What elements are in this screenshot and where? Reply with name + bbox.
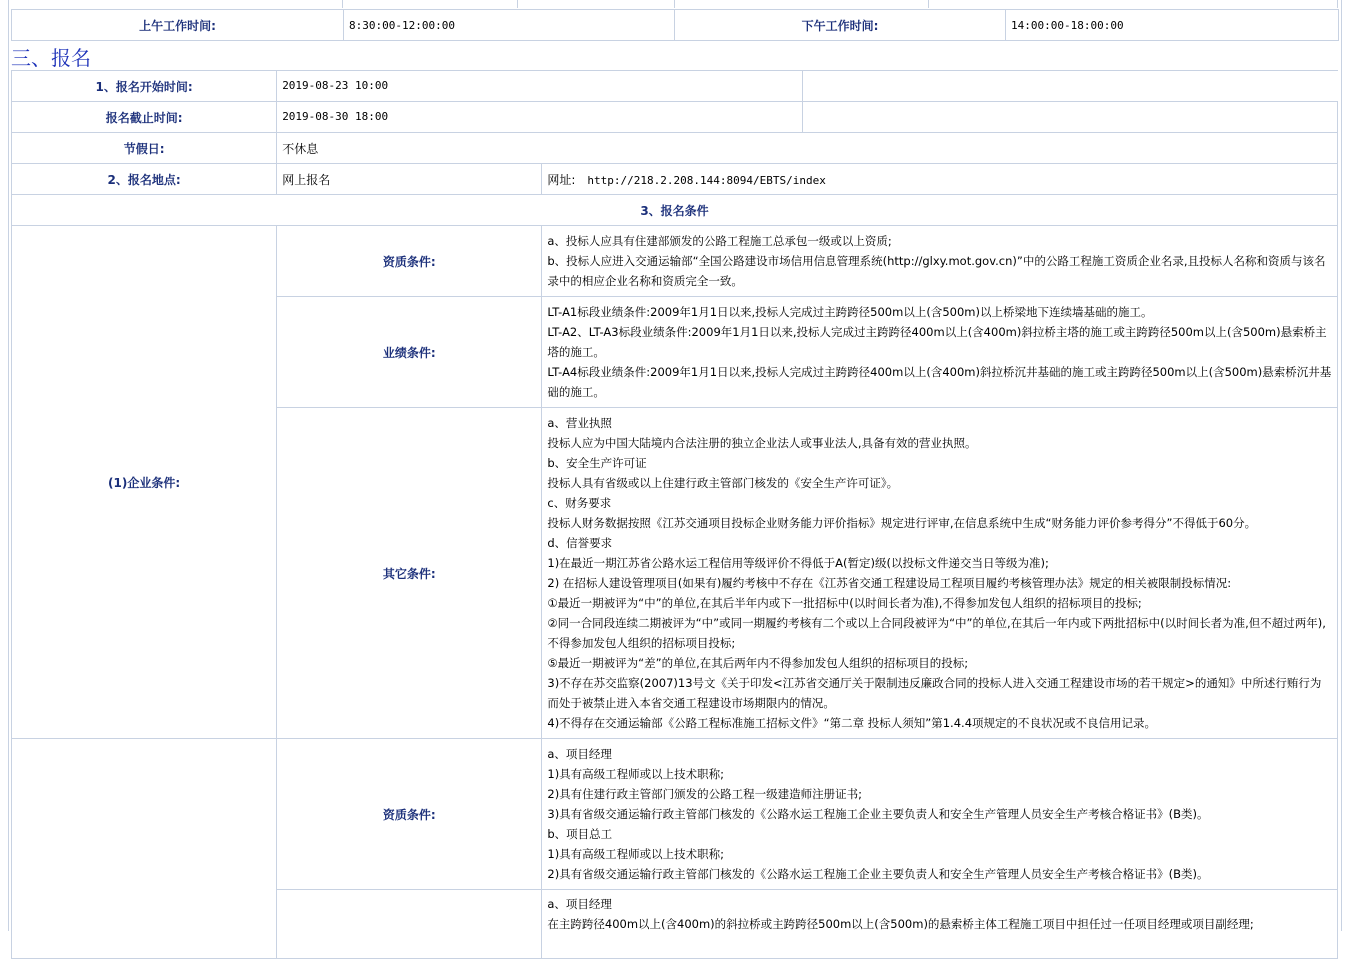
- content-line: 1)在最近一期江苏省公路水运工程信用等级评价不得低于A(暂定)级(以投标文件递交当日等级为准);: [547, 556, 1049, 570]
- content-line: b、安全生产许可证: [547, 456, 647, 470]
- content-line: a、营业执照: [547, 416, 612, 430]
- registration-end-row: [12, 102, 1338, 133]
- enterprise-other-content: [542, 408, 1338, 739]
- content-line: a、投标人应具有住建部颁发的公路工程施工总承包一级或以上资质;: [547, 234, 892, 248]
- enterprise-conditions-label: (1)企业条件:: [12, 226, 277, 739]
- content-line: ②同一合同段连续二期被评为“中”或同一期履约考核有二个或以上合同段被评为“中”的单位,在其后一年内或下两批招标中(以时间长者为准,但不超过两年),不得参加发包人组织的招标项目投标;: [547, 616, 1326, 650]
- section-title: 三、报名: [11, 46, 91, 70]
- content-line: 2) 在招标人建设管理项目(如果有)履约考核中不存在《江苏省交通工程建设局工程项目履约考核管理办法》规定的相关被限制投标情况:: [547, 576, 1232, 590]
- personnel-qualification-row: [12, 739, 1338, 890]
- content-line: ⑤最近一期被评为“差”的单位,在其后两年内不得参加发包人组织的招标项目的投标;: [547, 656, 969, 670]
- registration-place-value: 网上报名: [277, 164, 542, 195]
- enterprise-qualification-row: [12, 226, 1338, 297]
- registration-end-label: 报名截止时间:: [12, 102, 277, 133]
- personnel-performance-content: [542, 890, 1338, 959]
- am-work-time-label: 上午工作时间:: [12, 10, 344, 41]
- content-line: b、项目总工: [547, 827, 613, 841]
- registration-start-text: 2019-08-23 10:00: [277, 71, 803, 101]
- registration-url-cell: [542, 164, 1338, 195]
- content-line: LT-A1标段业绩条件:2009年1月1日以来,投标人完成过主跨跨径500m以上(含500m)以上桥梁地下连续墙基础的施工。: [547, 305, 1153, 319]
- holiday-value: 不休息: [277, 133, 1338, 164]
- content-line: a、项目经理: [547, 897, 612, 911]
- holiday-label: 节假日:: [12, 133, 277, 164]
- content-line: 投标人具有省级或以上住建行政主管部门核发的《安全生产许可证》。: [547, 476, 899, 490]
- personnel-performance-label: [277, 890, 542, 959]
- content-line: ①最近一期被评为“中”的单位,在其后半年内或下一批招标中(以时间长者为准),不得参加发包人组织的招标项目的投标;: [547, 596, 1142, 610]
- holiday-row: [12, 133, 1338, 164]
- content-line: 3)具有省级交通运输行政主管部门核发的《公路水运工程施工企业主要负责人和安全生产管理人员安全生产考核合格证书》(B类)。: [547, 807, 1209, 821]
- previous-table-edge: [11, 0, 1338, 8]
- content-line: c、财务要求: [547, 496, 612, 510]
- registration-table: [11, 70, 1338, 959]
- enterprise-performance-content: [542, 297, 1338, 408]
- content-line: 4)不得存在交通运输部《公路工程标准施工招标文件》“第二章 投标人须知”第1.4.4项规定的不良状况或不良信用记录。: [547, 716, 1157, 730]
- content-line: 1)具有高级工程师或以上技术职称;: [547, 767, 725, 781]
- conditions-header-row: [12, 195, 1338, 226]
- enterprise-qualification-content: [542, 226, 1338, 297]
- work-time-table: [11, 9, 1339, 41]
- enterprise-performance-label: 业绩条件:: [277, 297, 542, 408]
- content-line: b、投标人应进入交通运输部“全国公路建设市场信用信息管理系统(http://glxy.mot.gov.cn)”中的公路工程施工资质企业名录,且投标人名称和资质与该名录中的相应企业名称和资质完全一致。: [547, 254, 1326, 288]
- am-work-time-value: 8:30:00-12:00:00: [344, 10, 675, 41]
- pm-work-time-label: 下午工作时间:: [675, 10, 1006, 41]
- content-line: 2)具有住建行政主管部门颁发的公路工程一级建造师注册证书;: [547, 787, 863, 801]
- registration-url-link[interactable]: http://218.2.208.144:8094/EBTS/index: [587, 173, 826, 187]
- content-line: a、项目经理: [547, 747, 612, 761]
- url-label: 网址:: [547, 172, 576, 187]
- conditions-header: 3、报名条件: [12, 195, 1338, 226]
- content-line: 投标人应为中国大陆境内合法注册的独立企业法人或事业法人,具备有效的营业执照。: [547, 436, 977, 450]
- enterprise-other-label: 其它条件:: [277, 408, 542, 739]
- registration-end-text: 2019-08-30 18:00: [277, 102, 803, 132]
- content-line: LT-A4标段业绩条件:2009年1月1日以来,投标人完成过主跨跨径400m以上(含400m)斜拉桥沉井基础的施工或主跨跨径500m以上(含500m)悬索桥沉井基础的施工。: [547, 365, 1332, 399]
- personnel-qualification-content: [542, 739, 1338, 890]
- work-time-row: [12, 10, 1339, 41]
- content-line: LT-A2、LT-A3标段业绩条件:2009年1月1日以来,投标人完成过主跨跨径400m以上(含400m)斜拉桥主塔的施工或主跨跨径500m以上(含500m)悬索桥主塔的施工。: [547, 325, 1327, 359]
- content-line: 在主跨跨径400m以上(含400m)的斜拉桥或主跨跨径500m以上(含500m)的悬索桥主体工程施工项目中担任过一任项目经理或项目副经理;: [547, 917, 1254, 931]
- registration-start-value: [277, 71, 1338, 102]
- personnel-conditions-label: [12, 739, 277, 959]
- registration-start-row: [12, 71, 1338, 102]
- registration-end-value: [277, 102, 1338, 133]
- content-line: 投标人财务数据按照《江苏交通项目投标企业财务能力评价指标》规定进行评审,在信息系统中生成“财务能力评价参考得分”不得低于60分。: [547, 516, 1257, 530]
- content-line: d、信誉要求: [547, 536, 613, 550]
- content-line: 3)不存在苏交监察(2007)13号文《关于印发<江苏省交通厅关于限制违反廉政合同的投标人进入交通工程建设市场的若干规定>的通知》中所述行贿行为而处于被禁止进入本省交通工程建设市场期限内的情况。: [547, 676, 1322, 710]
- registration-place-label: 2、报名地点:: [12, 164, 277, 195]
- registration-place-row: [12, 164, 1338, 195]
- registration-start-label: 1、报名开始时间:: [12, 71, 277, 102]
- personnel-qualification-label: 资质条件:: [277, 739, 542, 890]
- content-line: 1)具有高级工程师或以上技术职称;: [547, 847, 725, 861]
- content-line: 2)具有省级交通运输行政主管部门核发的《公路水运工程施工企业主要负责人和安全生产管理人员安全生产考核合格证书》(B类)。: [547, 867, 1209, 881]
- pm-work-time-value: 14:00:00-18:00:00: [1006, 10, 1339, 41]
- enterprise-qualification-label: 资质条件:: [277, 226, 542, 297]
